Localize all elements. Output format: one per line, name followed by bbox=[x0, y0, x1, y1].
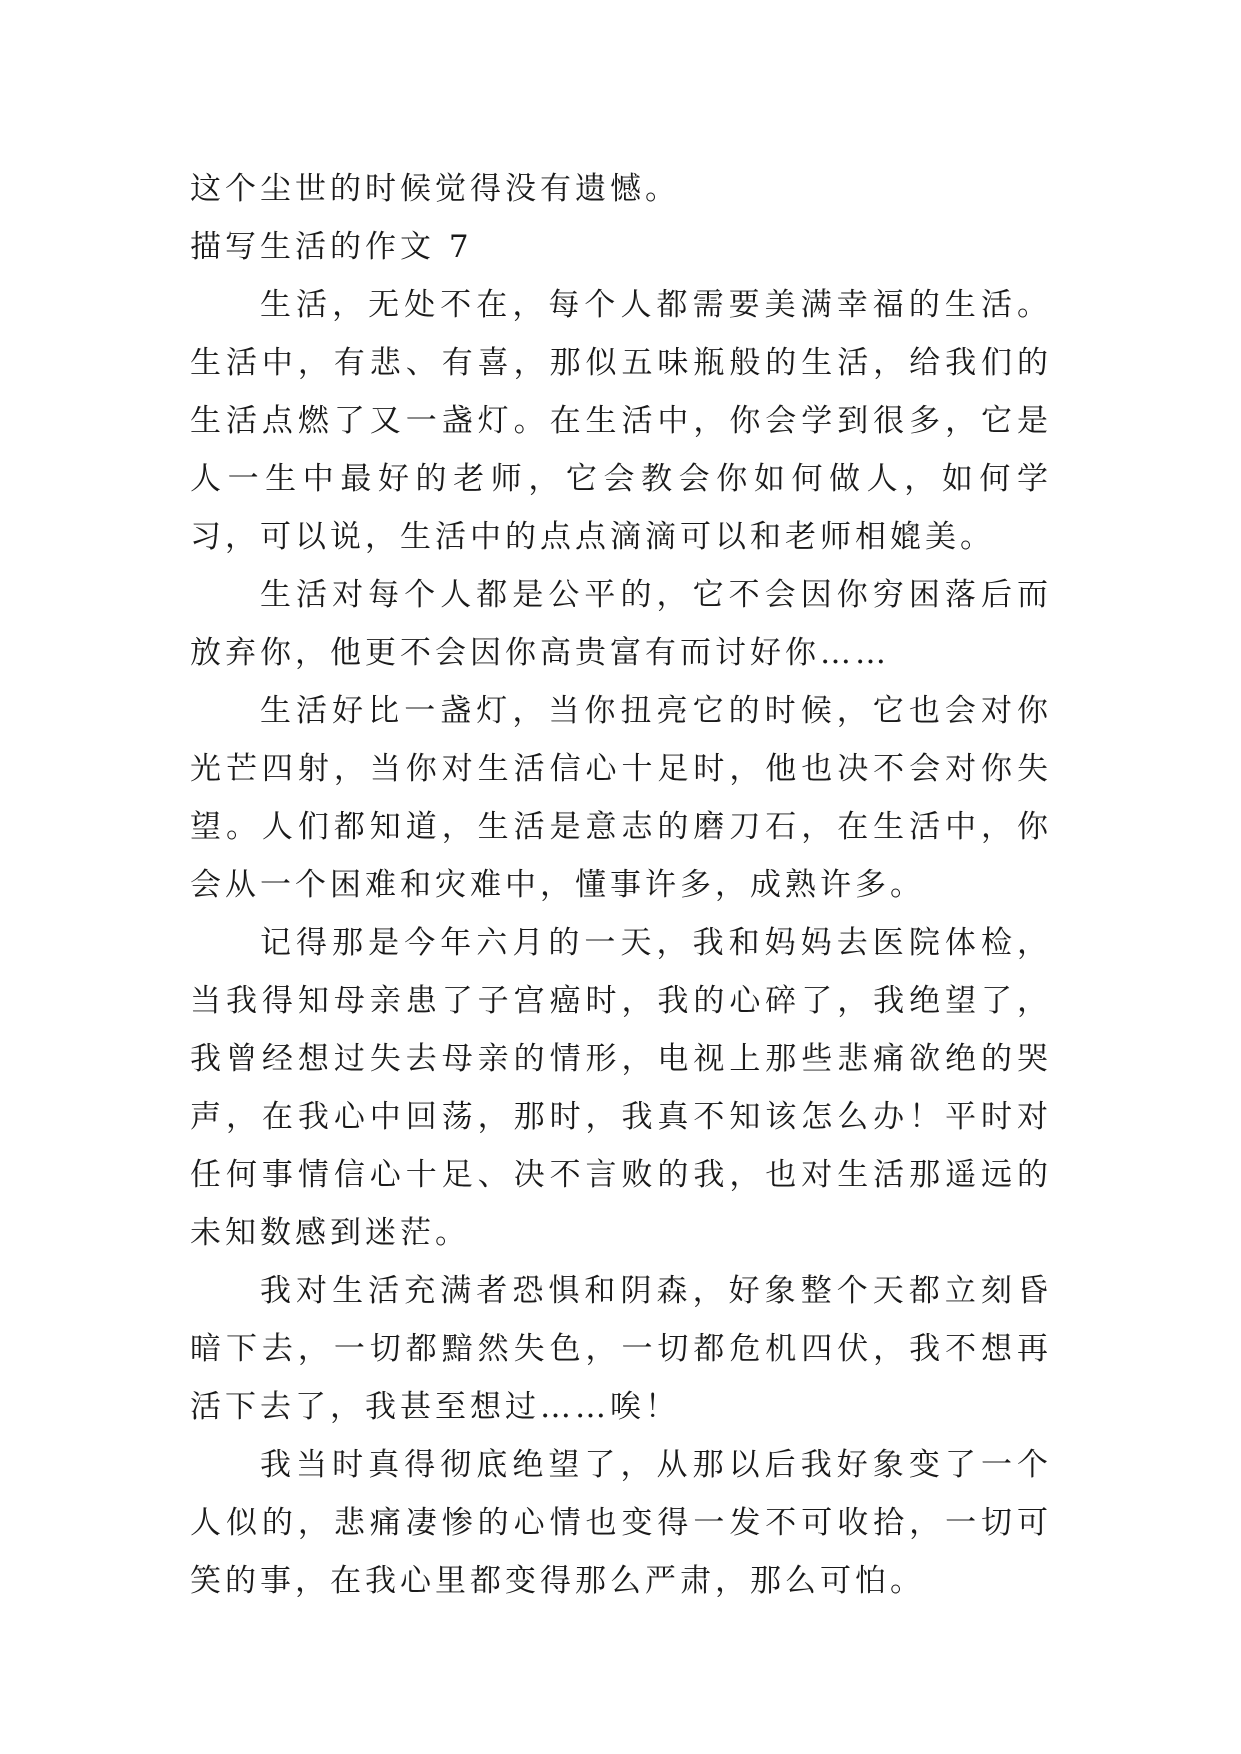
essay-heading: 描写生活的作文 7 bbox=[190, 229, 473, 265]
carry-over-line: 这个尘世的时候觉得没有遗憾。 bbox=[190, 171, 680, 207]
paragraph-3: 生活好比一盏灯，当你扭亮它的时候，它也会对你光芒四射，当你对生活信心十足时，他也决不会对你失望。人们都知道，生活是意志的磨刀石，在生活中，你会从一个困难和灾难中，懂事许多，成熟许多。 bbox=[190, 693, 1052, 903]
paragraph-6: 我当时真得彻底绝望了，从那以后我好象变了一个人似的，悲痛凄惨的心情也变得一发不可收拾，一切可笑的事，在我心里都变得那么严肃，那么可怕。 bbox=[190, 1447, 1052, 1599]
paragraph-1: 生活，无处不在，每个人都需要美满幸福的生活。生活中，有悲、有喜，那似五味瓶般的生活，给我们的生活点燃了又一盏灯。在生活中，你会学到很多，它是人一生中最好的老师，它会教会你如何做人，如何学习，可以说，生活中的点点滴滴可以和老师相媲美。 bbox=[190, 287, 1052, 555]
paragraph-4: 记得那是今年六月的一天，我和妈妈去医院体检，当我得知母亲患了子宫癌时，我的心碎了，我绝望了，我曾经想过失去母亲的情形，电视上那些悲痛欲绝的哭声，在我心中回荡，那时，我真不知该怎么办！平时对任何事情信心十足、决不言败的我，也对生活那遥远的未知数感到迷茫。 bbox=[190, 925, 1052, 1251]
paragraph-5: 我对生活充满者恐惧和阴森，好象整个天都立刻昏暗下去，一切都黯然失色，一切都危机四伏，我不想再活下去了，我甚至想过……唉！ bbox=[190, 1273, 1052, 1425]
document-body bbox=[190, 160, 1052, 1610]
paragraph-2: 生活对每个人都是公平的，它不会因你穷困落后而放弃你，他更不会因你高贵富有而讨好你…… bbox=[190, 577, 1052, 671]
